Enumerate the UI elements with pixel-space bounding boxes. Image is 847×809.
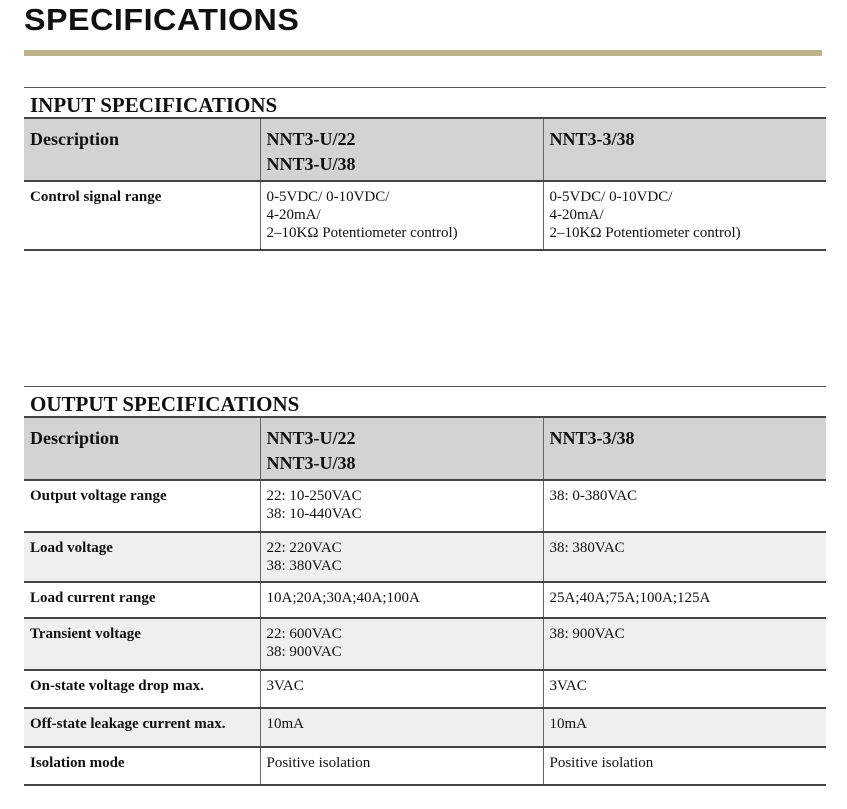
cell-value (260, 747, 543, 785)
row-label: Transient voltage (24, 618, 260, 670)
value-line: 22: 10-250VAC (266, 488, 362, 504)
input-specifications-section (24, 87, 826, 251)
output-specifications-section (24, 386, 826, 786)
cell-value (260, 618, 543, 670)
header-model-3-38: NNT3-3/38 (543, 417, 826, 480)
value-line: 3VAC (549, 678, 587, 694)
value-line: 22: 600VAC (266, 626, 342, 642)
value-line: 38: 380VAC (549, 540, 625, 556)
value-line: 4-20mA/ (266, 207, 321, 223)
value-line: 38: 0-380VAC (549, 488, 638, 504)
cell-value (543, 181, 826, 250)
header-model-u (260, 118, 543, 181)
table-row (24, 480, 826, 532)
header-model-u38: NNT3-U/38 (266, 154, 356, 174)
cell-value (260, 532, 543, 582)
cell-value (543, 532, 826, 582)
cell-value (543, 747, 826, 785)
cell-value (543, 480, 826, 532)
row-label: Load current range (24, 582, 260, 618)
table-row (24, 618, 826, 670)
table-row (24, 532, 826, 582)
row-label: On-state voltage drop max. (24, 670, 260, 708)
table-row (24, 708, 826, 747)
header-model-3-38: NNT3-3/38 (543, 118, 826, 181)
row-label: Output voltage range (24, 480, 260, 532)
cell-value (260, 670, 543, 708)
value-line: 10mA (549, 716, 587, 732)
output-spec-table (24, 416, 826, 786)
cell-value (543, 582, 826, 618)
value-line: 3VAC (266, 678, 304, 694)
header-model-u (260, 417, 543, 480)
value-line: 38: 900VAC (266, 644, 342, 660)
value-line: Positive isolation (266, 755, 371, 771)
header-description: Description (24, 118, 260, 181)
header-model-u22: NNT3-U/22 (266, 428, 356, 448)
page-title: SPECIFICATIONS (24, 2, 300, 37)
value-line: 38: 900VAC (549, 626, 625, 642)
cell-value (543, 670, 826, 708)
input-spec-table (24, 117, 826, 251)
header-model-u22: NNT3-U/22 (266, 129, 356, 149)
value-line: Positive isolation (549, 755, 654, 771)
value-line: 38: 380VAC (266, 558, 342, 574)
row-label: Isolation mode (24, 747, 260, 785)
value-line: 2–10KΩ Potentiometer control) (266, 225, 458, 241)
value-line: 4-20mA/ (549, 207, 604, 223)
value-line: 10A;20A;30A;40A;100A (266, 590, 420, 606)
title-rule (24, 50, 822, 56)
header-description: Description (24, 417, 260, 480)
row-label: Load voltage (24, 532, 260, 582)
cell-value (260, 582, 543, 618)
table-header-row (24, 118, 826, 181)
section-heading: INPUT SPECIFICATIONS (30, 93, 278, 117)
value-line: 2–10KΩ Potentiometer control) (549, 225, 741, 241)
table-row (24, 747, 826, 785)
cell-value (543, 708, 826, 747)
table-row (24, 670, 826, 708)
value-line: 10mA (266, 716, 304, 732)
value-line: 0-5VDC/ 0-10VDC/ (549, 189, 673, 205)
table-header-row (24, 417, 826, 480)
value-line: 25A;40A;75A;100A;125A (549, 590, 711, 606)
row-label: Off-state leakage current max. (24, 708, 260, 747)
row-label: Control signal range (24, 181, 260, 250)
cell-value (260, 480, 543, 532)
cell-value (260, 708, 543, 747)
value-line: 0-5VDC/ 0-10VDC/ (266, 189, 390, 205)
section-heading: OUTPUT SPECIFICATIONS (30, 392, 300, 416)
header-model-u38: NNT3-U/38 (266, 453, 356, 473)
cell-value (260, 181, 543, 250)
table-row (24, 181, 826, 250)
table-row (24, 582, 826, 618)
value-line: 38: 10-440VAC (266, 506, 362, 522)
cell-value (543, 618, 826, 670)
value-line: 22: 220VAC (266, 540, 342, 556)
